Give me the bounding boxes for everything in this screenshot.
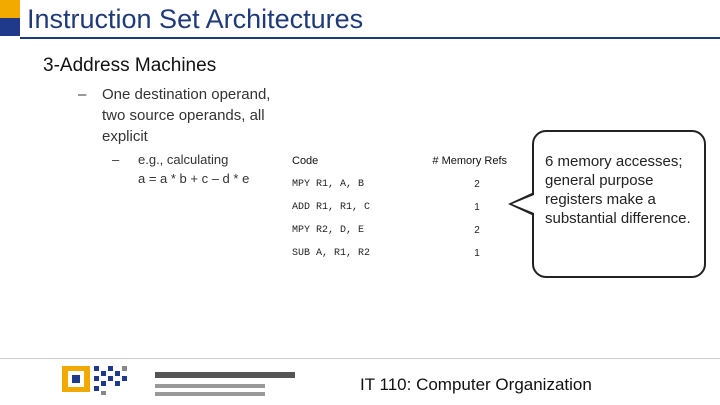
refs-cell: 2 xyxy=(474,225,480,236)
table-row xyxy=(292,196,507,219)
bullet-2 xyxy=(112,150,249,188)
bullet-dash: – xyxy=(78,86,87,103)
header-memory-refs: # Memory Refs xyxy=(432,155,507,167)
refs-cell: 2 xyxy=(474,179,480,190)
title-accent-blue xyxy=(0,18,20,36)
code-table xyxy=(292,155,507,265)
header-code: Code xyxy=(292,155,319,167)
code-cell: ADD R1, R1, C xyxy=(292,202,371,213)
callout-text: 6 memory accesses; general purpose registers make a substantial difference. xyxy=(545,153,691,227)
code-cell: MPY R2, D, E xyxy=(292,225,365,236)
slide-title: Instruction Set Architectures xyxy=(27,4,364,34)
refs-cell: 1 xyxy=(474,202,480,213)
table-header-row xyxy=(292,155,507,173)
bullet-1-text: One destination operand, two source operands, all explicit xyxy=(102,86,271,145)
bullet-dash: – xyxy=(112,152,120,167)
title-divider xyxy=(20,37,720,39)
bullet-1 xyxy=(78,84,297,147)
footer-divider xyxy=(0,358,720,359)
callout-pointer-fill xyxy=(512,195,534,213)
table-row xyxy=(292,219,507,242)
bullet-2-line1: e.g., calculating xyxy=(138,152,229,167)
code-cell: SUB A, R1, R2 xyxy=(292,248,371,259)
slide-subtitle: 3-Address Machines xyxy=(43,55,217,76)
refs-cell: 1 xyxy=(474,248,480,259)
course-name: IT 110: Computer Organization xyxy=(360,375,592,394)
table-row xyxy=(292,173,507,196)
university-logo xyxy=(60,362,305,402)
table-row xyxy=(292,242,507,265)
bullet-2-expression: a = a * b + c – d * e xyxy=(138,171,250,186)
code-cell: MPY R1, A, B xyxy=(292,179,365,190)
